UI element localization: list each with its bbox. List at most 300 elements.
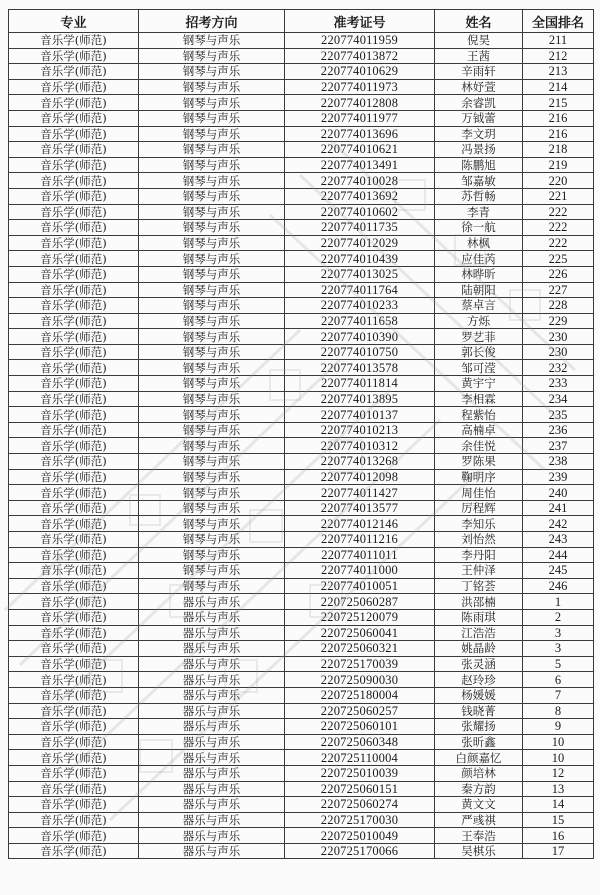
cell-rank: 216: [523, 126, 594, 142]
cell-major: 音乐学(师范): [9, 188, 139, 204]
table-row: [9, 609, 594, 625]
cell-major: 音乐学(师范): [9, 609, 139, 625]
cell-exam-number: 220774011658: [285, 313, 435, 329]
cell-rank: 232: [523, 360, 594, 376]
table-row: [9, 641, 594, 657]
cell-exam-number: 220774013872: [285, 48, 435, 64]
table-row: [9, 687, 594, 703]
cell-direction: 钢琴与声乐: [139, 79, 285, 95]
cell-name: 陈雨琪: [435, 609, 523, 625]
cell-major: 音乐学(师范): [9, 594, 139, 610]
cell-rank: 218: [523, 142, 594, 158]
cell-name: 李丹阳: [435, 547, 523, 563]
cell-rank: 7: [523, 687, 594, 703]
table-row: [9, 48, 594, 64]
cell-exam-number: 220725060274: [285, 797, 435, 813]
cell-direction: 器乐与声乐: [139, 781, 285, 797]
cell-major: 音乐学(师范): [9, 578, 139, 594]
cell-exam-number: 220725170039: [285, 656, 435, 672]
cell-rank: 235: [523, 407, 594, 423]
cell-direction: 钢琴与声乐: [139, 157, 285, 173]
cell-direction: 钢琴与声乐: [139, 48, 285, 64]
cell-rank: 5: [523, 656, 594, 672]
cell-name: 周佳怡: [435, 485, 523, 501]
cell-name: 李相霖: [435, 391, 523, 407]
cell-name: 林妤萱: [435, 79, 523, 95]
table-row: [9, 157, 594, 173]
cell-rank: 17: [523, 843, 594, 859]
cell-direction: 器乐与声乐: [139, 625, 285, 641]
cell-rank: 9: [523, 719, 594, 735]
cell-name: 黄文文: [435, 797, 523, 813]
cell-direction: 钢琴与声乐: [139, 407, 285, 423]
table-row: [9, 672, 594, 688]
cell-name: 高楠卓: [435, 422, 523, 438]
table-row: [9, 500, 594, 516]
header-direction: 招考方向: [139, 10, 285, 33]
cell-major: 音乐学(师范): [9, 157, 139, 173]
cell-exam-number: 220774010213: [285, 422, 435, 438]
cell-name: 钱晓菁: [435, 703, 523, 719]
cell-major: 音乐学(师范): [9, 719, 139, 735]
table-row: [9, 812, 594, 828]
cell-major: 音乐学(师范): [9, 797, 139, 813]
cell-major: 音乐学(师范): [9, 64, 139, 80]
cell-major: 音乐学(师范): [9, 407, 139, 423]
cell-direction: 器乐与声乐: [139, 656, 285, 672]
cell-name: 张灵涵: [435, 656, 523, 672]
cell-major: 音乐学(师范): [9, 126, 139, 142]
table-row: [9, 142, 594, 158]
cell-direction: 器乐与声乐: [139, 797, 285, 813]
cell-direction: 钢琴与声乐: [139, 532, 285, 548]
header-name: 姓名: [435, 10, 523, 33]
cell-major: 音乐学(师范): [9, 142, 139, 158]
cell-major: 音乐学(师范): [9, 750, 139, 766]
cell-exam-number: 220774010439: [285, 251, 435, 267]
cell-direction: 器乐与声乐: [139, 672, 285, 688]
cell-direction: 钢琴与声乐: [139, 188, 285, 204]
cell-rank: 246: [523, 578, 594, 594]
cell-exam-number: 220725120079: [285, 609, 435, 625]
cell-exam-number: 220725060257: [285, 703, 435, 719]
cell-name: 鞠明序: [435, 469, 523, 485]
cell-rank: 3: [523, 625, 594, 641]
table-row: [9, 344, 594, 360]
cell-major: 音乐学(师范): [9, 438, 139, 454]
cell-direction: 钢琴与声乐: [139, 391, 285, 407]
table-row: [9, 251, 594, 267]
table-row: [9, 734, 594, 750]
cell-rank: 13: [523, 781, 594, 797]
cell-major: 音乐学(师范): [9, 547, 139, 563]
cell-major: 音乐学(师范): [9, 376, 139, 392]
cell-name: 李青: [435, 204, 523, 220]
cell-name: 徐一航: [435, 220, 523, 236]
cell-major: 音乐学(师范): [9, 828, 139, 844]
table-row: [9, 532, 594, 548]
cell-exam-number: 220774010312: [285, 438, 435, 454]
cell-major: 音乐学(师范): [9, 282, 139, 298]
cell-exam-number: 220774012029: [285, 235, 435, 251]
cell-direction: 器乐与声乐: [139, 843, 285, 859]
table-row: [9, 781, 594, 797]
cell-rank: 229: [523, 313, 594, 329]
table-row: [9, 719, 594, 735]
cell-exam-number: 220725060041: [285, 625, 435, 641]
table-row: [9, 126, 594, 142]
cell-direction: 钢琴与声乐: [139, 235, 285, 251]
cell-rank: 228: [523, 298, 594, 314]
cell-rank: 239: [523, 469, 594, 485]
cell-major: 音乐学(师范): [9, 765, 139, 781]
cell-rank: 225: [523, 251, 594, 267]
cell-major: 音乐学(师范): [9, 641, 139, 657]
cell-direction: 钢琴与声乐: [139, 204, 285, 220]
cell-name: 王奉浩: [435, 828, 523, 844]
cell-major: 音乐学(师范): [9, 329, 139, 345]
cell-name: 林枫: [435, 235, 523, 251]
cell-major: 音乐学(师范): [9, 313, 139, 329]
cell-major: 音乐学(师范): [9, 781, 139, 797]
cell-major: 音乐学(师范): [9, 266, 139, 282]
cell-exam-number: 220774010621: [285, 142, 435, 158]
table-row: [9, 485, 594, 501]
cell-rank: 243: [523, 532, 594, 548]
cell-major: 音乐学(师范): [9, 703, 139, 719]
cell-name: 王仲泽: [435, 563, 523, 579]
cell-name: 辛雨轩: [435, 64, 523, 80]
cell-exam-number: 220774011973: [285, 79, 435, 95]
cell-exam-number: 220774012146: [285, 516, 435, 532]
cell-exam-number: 220774011000: [285, 563, 435, 579]
cell-exam-number: 220774013895: [285, 391, 435, 407]
header-national-rank: 全国排名: [523, 10, 594, 33]
table-row: [9, 110, 594, 126]
cell-major: 音乐学(师范): [9, 95, 139, 111]
cell-major: 音乐学(师范): [9, 734, 139, 750]
cell-name: 严彧祺: [435, 812, 523, 828]
cell-name: 余佳悦: [435, 438, 523, 454]
cell-major: 音乐学(师范): [9, 360, 139, 376]
cell-exam-number: 220774010233: [285, 298, 435, 314]
cell-rank: 12: [523, 765, 594, 781]
cell-direction: 钢琴与声乐: [139, 500, 285, 516]
cell-rank: 213: [523, 64, 594, 80]
cell-major: 音乐学(师范): [9, 485, 139, 501]
cell-major: 音乐学(师范): [9, 251, 139, 267]
cell-exam-number: 220774011959: [285, 33, 435, 49]
cell-exam-number: 220774013578: [285, 360, 435, 376]
cell-name: 余睿凯: [435, 95, 523, 111]
cell-direction: 钢琴与声乐: [139, 126, 285, 142]
cell-rank: 222: [523, 235, 594, 251]
cell-major: 音乐学(师范): [9, 220, 139, 236]
cell-major: 音乐学(师范): [9, 344, 139, 360]
cell-exam-number: 220774010629: [285, 64, 435, 80]
cell-name: 罗陈果: [435, 454, 523, 470]
cell-name: 陈鹏旭: [435, 157, 523, 173]
cell-major: 音乐学(师范): [9, 33, 139, 49]
cell-rank: 15: [523, 812, 594, 828]
table-row: [9, 173, 594, 189]
table-row: [9, 298, 594, 314]
cell-major: 音乐学(师范): [9, 48, 139, 64]
cell-direction: 器乐与声乐: [139, 594, 285, 610]
cell-rank: 237: [523, 438, 594, 454]
cell-major: 音乐学(师范): [9, 235, 139, 251]
cell-exam-number: 220725060101: [285, 719, 435, 735]
cell-rank: 6: [523, 672, 594, 688]
cell-rank: 8: [523, 703, 594, 719]
table-row: [9, 516, 594, 532]
cell-exam-number: 220725060321: [285, 641, 435, 657]
table-row: [9, 703, 594, 719]
cell-name: 张耀扬: [435, 719, 523, 735]
cell-direction: 钢琴与声乐: [139, 516, 285, 532]
cell-exam-number: 220774013025: [285, 266, 435, 282]
cell-name: 秦方韵: [435, 781, 523, 797]
cell-name: 杨媛媛: [435, 687, 523, 703]
cell-name: 郭长俊: [435, 344, 523, 360]
cell-exam-number: 220725010039: [285, 765, 435, 781]
table-row: [9, 313, 594, 329]
cell-exam-number: 220774012098: [285, 469, 435, 485]
cell-direction: 器乐与声乐: [139, 750, 285, 766]
cell-exam-number: 220774010390: [285, 329, 435, 345]
table-row: [9, 235, 594, 251]
cell-exam-number: 220725060151: [285, 781, 435, 797]
table-row: [9, 438, 594, 454]
cell-major: 音乐学(师范): [9, 204, 139, 220]
cell-direction: 器乐与声乐: [139, 703, 285, 719]
cell-exam-number: 220725010049: [285, 828, 435, 844]
header-major: 专业: [9, 10, 139, 33]
cell-direction: 钢琴与声乐: [139, 563, 285, 579]
cell-rank: 10: [523, 734, 594, 750]
cell-exam-number: 220774013692: [285, 188, 435, 204]
table-row: [9, 469, 594, 485]
cell-rank: 14: [523, 797, 594, 813]
table-row: [9, 843, 594, 859]
cell-exam-number: 220774010750: [285, 344, 435, 360]
cell-rank: 236: [523, 422, 594, 438]
cell-direction: 钢琴与声乐: [139, 578, 285, 594]
cell-rank: 219: [523, 157, 594, 173]
cell-direction: 钢琴与声乐: [139, 251, 285, 267]
cell-exam-number: 220725110004: [285, 750, 435, 766]
cell-direction: 钢琴与声乐: [139, 376, 285, 392]
cell-major: 音乐学(师范): [9, 563, 139, 579]
cell-name: 倪昊: [435, 33, 523, 49]
cell-exam-number: 220774010051: [285, 578, 435, 594]
cell-direction: 钢琴与声乐: [139, 95, 285, 111]
cell-major: 音乐学(师范): [9, 532, 139, 548]
cell-direction: 钢琴与声乐: [139, 173, 285, 189]
cell-name: 程紫怡: [435, 407, 523, 423]
cell-name: 邹可滢: [435, 360, 523, 376]
cell-rank: 230: [523, 344, 594, 360]
cell-direction: 钢琴与声乐: [139, 344, 285, 360]
table-row: [9, 828, 594, 844]
table-row: [9, 547, 594, 563]
cell-name: 刘怡然: [435, 532, 523, 548]
cell-exam-number: 220725060287: [285, 594, 435, 610]
cell-name: 张昕鑫: [435, 734, 523, 750]
cell-name: 洪邵楠: [435, 594, 523, 610]
cell-direction: 钢琴与声乐: [139, 282, 285, 298]
cell-name: 罗艺菲: [435, 329, 523, 345]
cell-exam-number: 220725170030: [285, 812, 435, 828]
cell-name: 冯景扬: [435, 142, 523, 158]
table-row: [9, 656, 594, 672]
table-row: [9, 765, 594, 781]
cell-direction: 钢琴与声乐: [139, 469, 285, 485]
cell-major: 音乐学(师范): [9, 110, 139, 126]
cell-major: 音乐学(师范): [9, 516, 139, 532]
cell-direction: 钢琴与声乐: [139, 220, 285, 236]
cell-rank: 220: [523, 173, 594, 189]
table-row: [9, 282, 594, 298]
cell-exam-number: 220774011977: [285, 110, 435, 126]
cell-major: 音乐学(师范): [9, 672, 139, 688]
cell-rank: 238: [523, 454, 594, 470]
cell-major: 音乐学(师范): [9, 391, 139, 407]
cell-name: 方烁: [435, 313, 523, 329]
cell-name: 邹嘉敏: [435, 173, 523, 189]
cell-name: 苏哲畅: [435, 188, 523, 204]
cell-rank: 216: [523, 110, 594, 126]
table-row: [9, 33, 594, 49]
cell-rank: 234: [523, 391, 594, 407]
cell-exam-number: 220774013268: [285, 454, 435, 470]
cell-exam-number: 220725060348: [285, 734, 435, 750]
cell-rank: 240: [523, 485, 594, 501]
cell-name: 万钺蕾: [435, 110, 523, 126]
cell-rank: 10: [523, 750, 594, 766]
cell-direction: 钢琴与声乐: [139, 33, 285, 49]
cell-name: 林晔昕: [435, 266, 523, 282]
cell-direction: 器乐与声乐: [139, 719, 285, 735]
table-row: [9, 204, 594, 220]
cell-rank: 1: [523, 594, 594, 610]
cell-exam-number: 220774012808: [285, 95, 435, 111]
cell-rank: 2: [523, 609, 594, 625]
cell-rank: 241: [523, 500, 594, 516]
cell-direction: 器乐与声乐: [139, 828, 285, 844]
cell-major: 音乐学(师范): [9, 173, 139, 189]
cell-direction: 钢琴与声乐: [139, 547, 285, 563]
cell-name: 丁铭荟: [435, 578, 523, 594]
cell-major: 音乐学(师范): [9, 454, 139, 470]
table-row: [9, 407, 594, 423]
table-row: [9, 188, 594, 204]
cell-name: 应佳芮: [435, 251, 523, 267]
table-row: [9, 329, 594, 345]
cell-exam-number: 220774010137: [285, 407, 435, 423]
cell-direction: 钢琴与声乐: [139, 329, 285, 345]
cell-exam-number: 220774011814: [285, 376, 435, 392]
table-row: [9, 79, 594, 95]
table-row: [9, 360, 594, 376]
cell-exam-number: 220725090030: [285, 672, 435, 688]
cell-rank: 244: [523, 547, 594, 563]
cell-exam-number: 220774010028: [285, 173, 435, 189]
table-row: [9, 391, 594, 407]
cell-exam-number: 220725180004: [285, 687, 435, 703]
cell-exam-number: 220774013577: [285, 500, 435, 516]
cell-name: 李知乐: [435, 516, 523, 532]
cell-direction: 钢琴与声乐: [139, 298, 285, 314]
cell-major: 音乐学(师范): [9, 298, 139, 314]
cell-direction: 钢琴与声乐: [139, 454, 285, 470]
cell-direction: 器乐与声乐: [139, 812, 285, 828]
cell-direction: 器乐与声乐: [139, 609, 285, 625]
cell-rank: 211: [523, 33, 594, 49]
cell-rank: 245: [523, 563, 594, 579]
cell-direction: 钢琴与声乐: [139, 360, 285, 376]
table-row: [9, 266, 594, 282]
cell-name: 吴棋乐: [435, 843, 523, 859]
cell-exam-number: 220725170066: [285, 843, 435, 859]
cell-major: 音乐学(师范): [9, 656, 139, 672]
cell-exam-number: 220774011735: [285, 220, 435, 236]
cell-major: 音乐学(师范): [9, 500, 139, 516]
ranking-table: [8, 9, 594, 859]
cell-major: 音乐学(师范): [9, 469, 139, 485]
cell-direction: 器乐与声乐: [139, 687, 285, 703]
cell-name: 李文玥: [435, 126, 523, 142]
table-row: [9, 64, 594, 80]
cell-rank: 222: [523, 220, 594, 236]
cell-name: 王茜: [435, 48, 523, 64]
cell-major: 音乐学(师范): [9, 79, 139, 95]
cell-name: 陆朝阳: [435, 282, 523, 298]
cell-rank: 215: [523, 95, 594, 111]
cell-direction: 钢琴与声乐: [139, 438, 285, 454]
table-row: [9, 220, 594, 236]
cell-exam-number: 220774010602: [285, 204, 435, 220]
table-row: [9, 376, 594, 392]
cell-major: 音乐学(师范): [9, 625, 139, 641]
cell-rank: 3: [523, 641, 594, 657]
header-exam-number: 准考证号: [285, 10, 435, 33]
cell-rank: 16: [523, 828, 594, 844]
table-row: [9, 594, 594, 610]
table-row: [9, 750, 594, 766]
cell-direction: 钢琴与声乐: [139, 485, 285, 501]
cell-rank: 221: [523, 188, 594, 204]
cell-rank: 226: [523, 266, 594, 282]
cell-exam-number: 220774013491: [285, 157, 435, 173]
cell-name: 姚晶龄: [435, 641, 523, 657]
cell-name: 赵玲珍: [435, 672, 523, 688]
cell-exam-number: 220774011764: [285, 282, 435, 298]
cell-major: 音乐学(师范): [9, 687, 139, 703]
cell-rank: 214: [523, 79, 594, 95]
cell-name: 白颜嘉忆: [435, 750, 523, 766]
table-row: [9, 797, 594, 813]
cell-exam-number: 220774013696: [285, 126, 435, 142]
cell-major: 音乐学(师范): [9, 843, 139, 859]
cell-name: 黄宇宁: [435, 376, 523, 392]
table-row: [9, 563, 594, 579]
table-row: [9, 625, 594, 641]
cell-direction: 钢琴与声乐: [139, 313, 285, 329]
cell-direction: 钢琴与声乐: [139, 142, 285, 158]
cell-name: 颜培林: [435, 765, 523, 781]
table-row: [9, 454, 594, 470]
